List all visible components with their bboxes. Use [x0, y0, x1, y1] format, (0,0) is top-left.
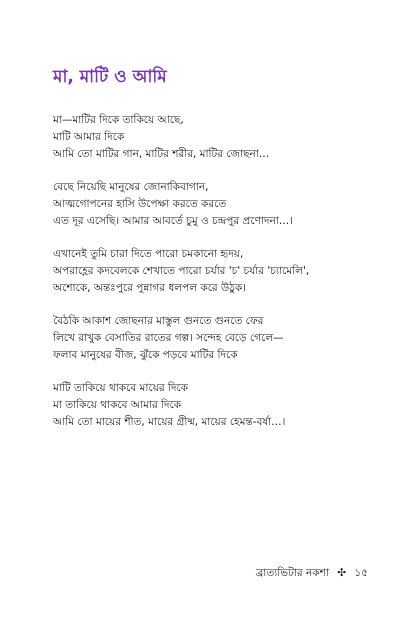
poem-line: এত দূর এসেছি। আমার আবর্তে চুমু ও চন্দ্রপুর প্রণোদনা…।: [53, 215, 294, 227]
poem-line: আমি তো মাটির গান, মাটির শরীর, মাটির জোছনা…: [53, 148, 270, 160]
poem-line: আত্মগোপনের হাসি উপেক্ষা করতে করতে: [53, 198, 227, 210]
poem-line: অশোকে, অন্তঃপুরে পুন্নাগর ধলপল করে উঠুক।: [53, 282, 246, 294]
poem-line: মা তাকিয়ে থাকবে আমার দিকে: [53, 399, 182, 411]
ornament-icon: ✣: [337, 567, 347, 579]
poem-body: [53, 112, 383, 447]
stanza-2: [53, 179, 383, 230]
stanza-4: [53, 313, 383, 364]
page-number: ১৫: [354, 567, 368, 579]
stanza-3: [53, 246, 383, 297]
poem-line: লিখে রাখুক বেসাতির রাতের গল্প। সন্দেহ বেড়ে গেলে—: [53, 332, 284, 344]
poem-title: মা, মাটি ও আমি: [53, 67, 167, 87]
stanza-5: [53, 380, 383, 431]
poem-line: বৈঠকি আকাশ জোছনার মাস্তুল গুনতে গুনতে ফের: [53, 315, 264, 327]
poem-line: মাটি আমার দিকে: [53, 131, 125, 143]
running-book-title: ব্রাত্যভিটার নকশা: [255, 567, 329, 579]
poem-line: এখানেই তুমি চারা দিতে পারো চমকানো হৃদয়,: [53, 248, 244, 260]
stanza-1: [53, 112, 383, 163]
poem-line: মাটি তাকিয়ে থাকবে মায়ের দিকে: [53, 382, 189, 394]
poem-line: আমি তো মায়ের শীত, মায়ের গ্রীষ্ম, মায়ের হেমন্ত-বর্ষা…।: [53, 416, 286, 428]
poem-line: বেছে নিয়েছি মানুষের জোনাকিবাগান,: [53, 181, 209, 193]
page-footer: [256, 566, 368, 580]
poem-line: অপরাহ্ণের কদবেলকে শেখাতে পারো চর্যার 'চ' চর্যার 'চ্যামেলি',: [53, 265, 310, 277]
poem-line: ফলাব মানুষের বীজ, ঝুঁকে পড়বে মাটির দিকে: [53, 349, 238, 361]
poem-line: মা—মাটির দিকে তাকিয়ে আছে,: [53, 114, 184, 126]
